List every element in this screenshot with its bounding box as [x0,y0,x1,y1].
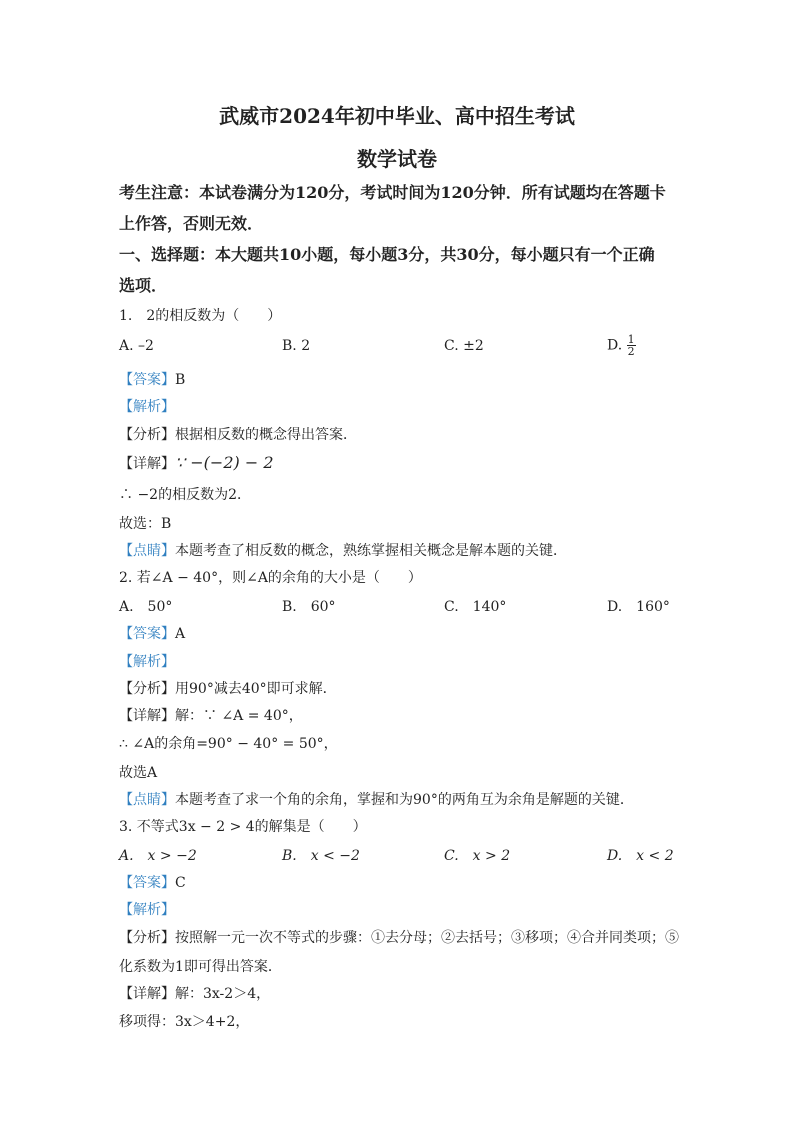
detail-tag: 【详解】 [119,708,175,724]
detail-text: ∵ −(−2) − 2 [175,453,274,472]
fenxi-tag: 【分析】 [119,681,175,697]
q1-conclusion: ∴ −2的相反数为2． [119,487,251,503]
q3-option-c: C. x > 2 [444,848,511,864]
fraction-denominator: 2 [627,345,635,358]
fenxi-text: 用90°减去40°即可求解． [175,681,337,697]
q2-option-d: D. 160° [607,599,670,615]
q3-stem: 3. 不等式3x − 2 > 4的解集是（ ） [119,819,367,835]
q2-detail [119,705,303,725]
q1-detail [119,453,274,473]
q1-answer [119,369,185,389]
q2-step: ∴ ∠A的余角=90° − 40° = 50°， [119,736,338,752]
q3-option-d: D. x < 2 [607,848,674,864]
comment-text: 本题考查了相反数的概念，熟练掌握相关概念是解本题的关键． [175,543,567,559]
notice-line-1: 考生注意：本试卷满分为120分，考试时间为120分钟．所有试题均在答题卡 [119,183,666,202]
fraction-numerator: 1 [627,333,635,346]
answer-tag: 【答案】 [119,875,175,891]
comment-tag: 【点睛】 [119,792,175,808]
q2-option-a: A. 50° [119,599,173,615]
fenxi-tag: 【分析】 [119,930,175,946]
detail-tag: 【详解】 [119,456,175,472]
q1-fenxi [119,424,357,444]
q1-option-d-label: D. [607,337,623,354]
answer-tag: 【答案】 [119,626,175,642]
q1-option-b: B. 2 [282,338,311,354]
q2-answer [119,623,185,643]
q2-option-c: C. 140° [444,599,507,615]
q3-fenxi-cont: 化系数为1即可得出答案． [119,959,282,975]
fenxi-tag: 【分析】 [119,427,175,443]
fenxi-text: 按照解一元一次不等式的步骤：①去分母；②去括号；③移项；④合并同类项；⑤ [175,930,679,946]
q1-choice: 故选：B [119,516,172,532]
q1-stem: 1. 2的相反数为（ ） [119,308,282,324]
q3-step: 移项得：3x＞4+2， [119,1014,250,1030]
q2-option-b: B. 60° [282,599,336,615]
q2-analysis-tag: 【解析】 [119,654,175,670]
q1-analysis-tag: 【解析】 [119,399,175,415]
q3-detail [119,983,270,1003]
q2-choice: 故选A [119,765,158,781]
section-line-1: 一、选择题：本大题共10小题，每小题3分，共30分，每小题只有一个正确 [119,245,655,264]
q1-option-d-fraction [627,334,636,357]
q3-analysis-tag: 【解析】 [119,902,175,918]
answer-tag: 【答案】 [119,372,175,388]
detail-tag: 【详解】 [119,986,175,1002]
q3-option-b: B. x < −2 [282,848,360,864]
q3-option-a: A. x > −2 [119,848,197,864]
q2-fenxi [119,678,337,698]
answer-value: C [175,875,186,891]
answer-value: A [175,626,186,642]
section-line-2: 选项． [119,276,168,295]
q3-fenxi [119,927,679,947]
q1-comment [119,540,567,560]
detail-text: 解：3x-2＞4， [175,986,271,1002]
detail-text: 解：∵ ∠A = 40°， [175,708,303,724]
comment-text: 本题考查了求一个角的余角，掌握和为90°的两角互为余角是解题的关键． [175,792,634,808]
q3-answer [119,872,186,892]
exam-title: 武威市2024年初中毕业、高中招生考试 [219,104,575,128]
q1-option-d [607,334,636,357]
exam-subtitle: 数学试卷 [357,147,437,171]
q1-option-a: A. –2 [119,338,154,354]
fenxi-text: 根据相反数的概念得出答案． [175,427,357,443]
q1-option-c: C. ±2 [444,338,484,354]
q2-comment [119,789,634,809]
answer-value: B [175,372,186,388]
notice-line-2: 上作答，否则无效． [119,214,264,233]
comment-tag: 【点睛】 [119,543,175,559]
q2-stem: 2. 若∠A − 40°，则∠A的余角的大小是（ ） [119,570,422,586]
